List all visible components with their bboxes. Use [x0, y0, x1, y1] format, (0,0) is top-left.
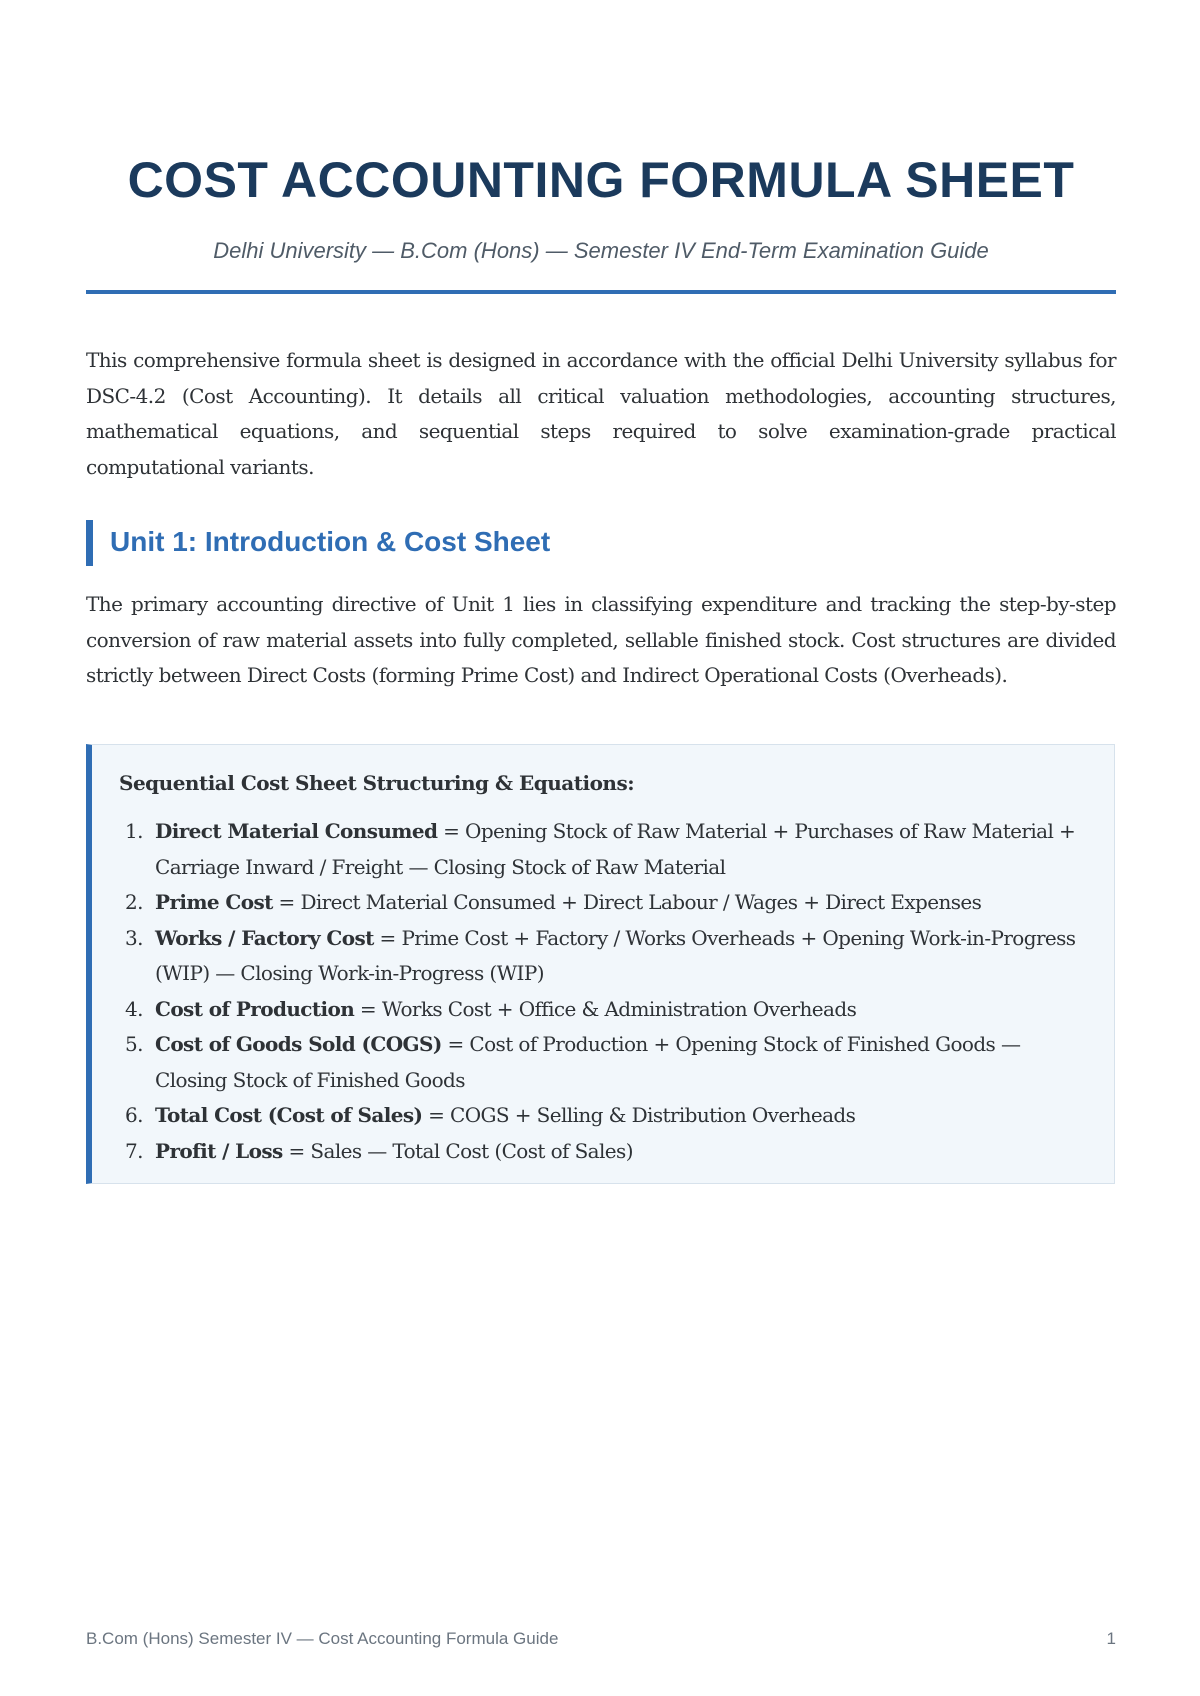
equation-number: 6. [125, 1103, 143, 1127]
equation-term: Works / Factory Cost [155, 925, 374, 950]
document-subtitle: Delhi University — B.Com (Hons) — Semester IV End-Term Examination Guide [213, 238, 989, 263]
equation-number: 7. [125, 1138, 143, 1163]
equation-number: 3. [125, 925, 143, 950]
equation-item [125, 1098, 1085, 1134]
equation-term: Cost of Production [155, 996, 355, 1021]
equations-list [125, 814, 1085, 1169]
equation-formula: = Direct Material Consumed + Direct Labour / Wages + Direct Expenses [272, 890, 982, 914]
equation-item [125, 921, 1085, 992]
heading-accent-bar [86, 520, 93, 566]
cost-sheet-equations-box [86, 744, 1115, 1184]
document-title: COST ACCOUNTING FORMULA SHEET [127, 152, 1075, 208]
equation-term: Total Cost (Cost of Sales) [155, 1103, 423, 1127]
equation-number: 1. [125, 819, 143, 843]
equation-term: Direct Material Consumed [155, 819, 438, 843]
equation-item [125, 1134, 1085, 1170]
footer-text: B.Com (Hons) Semester IV — Cost Accounting Formula Guide [86, 1629, 559, 1648]
equation-item [125, 885, 1085, 921]
equation-formula: = Prime Cost + Factory / Works Overheads + Opening Work-in-Progress (WIP) — Closing Work-in-Progress (WIP) [155, 925, 1076, 985]
equation-number: 4. [125, 996, 143, 1021]
equation-term: Prime Cost [155, 890, 273, 914]
equations-box-title: Sequential Cost Sheet Structuring & Equations: [119, 771, 635, 795]
equation-term: Cost of Goods Sold (COGS) [155, 1032, 442, 1056]
equation-formula: = Sales — Total Cost (Cost of Sales) [282, 1138, 633, 1163]
unit-1-heading [86, 520, 1116, 566]
equation-formula: = Opening Stock of Raw Material + Purchases of Raw Material + Carriage Inward / Freight — Closing Stock of Raw Material [155, 819, 1076, 879]
equation-term: Profit / Loss [155, 1138, 283, 1163]
page-number: 1 [1106, 1629, 1116, 1648]
equation-formula: = Cost of Production + Opening Stock of Finished Goods — Closing Stock of Finished Goods [155, 1032, 1021, 1092]
unit-1-paragraph: The primary accounting directive of Unit 1 lies in classifying expenditure and tracking the step-by-step conversion of raw material assets into fully completed, sellable finished stock. Cost structures are divided strictly between Direct Costs (forming Prime Cost) and Indirect Operational Costs (Overheads). [86, 592, 1116, 687]
equation-number: 2. [125, 890, 143, 914]
equation-number: 5. [125, 1032, 143, 1056]
unit-1-heading-text: Unit 1: Introduction & Cost Sheet [110, 526, 551, 557]
title-divider [86, 290, 1116, 294]
equation-item [125, 814, 1085, 885]
equation-formula: = COGS + Selling & Distribution Overheads [422, 1103, 856, 1127]
equation-formula: = Works Cost + Office & Administration Overheads [354, 996, 857, 1021]
equation-item [125, 1027, 1085, 1098]
intro-paragraph: This comprehensive formula sheet is designed in accordance with the official Delhi University syllabus for DSC-4.2 (Cost Accounting). It details all critical valuation methodologies, accounting structures, mathematical equations, and sequential steps required to solve examination-grade practical computational variants. [86, 348, 1116, 479]
equation-item [125, 992, 1085, 1028]
